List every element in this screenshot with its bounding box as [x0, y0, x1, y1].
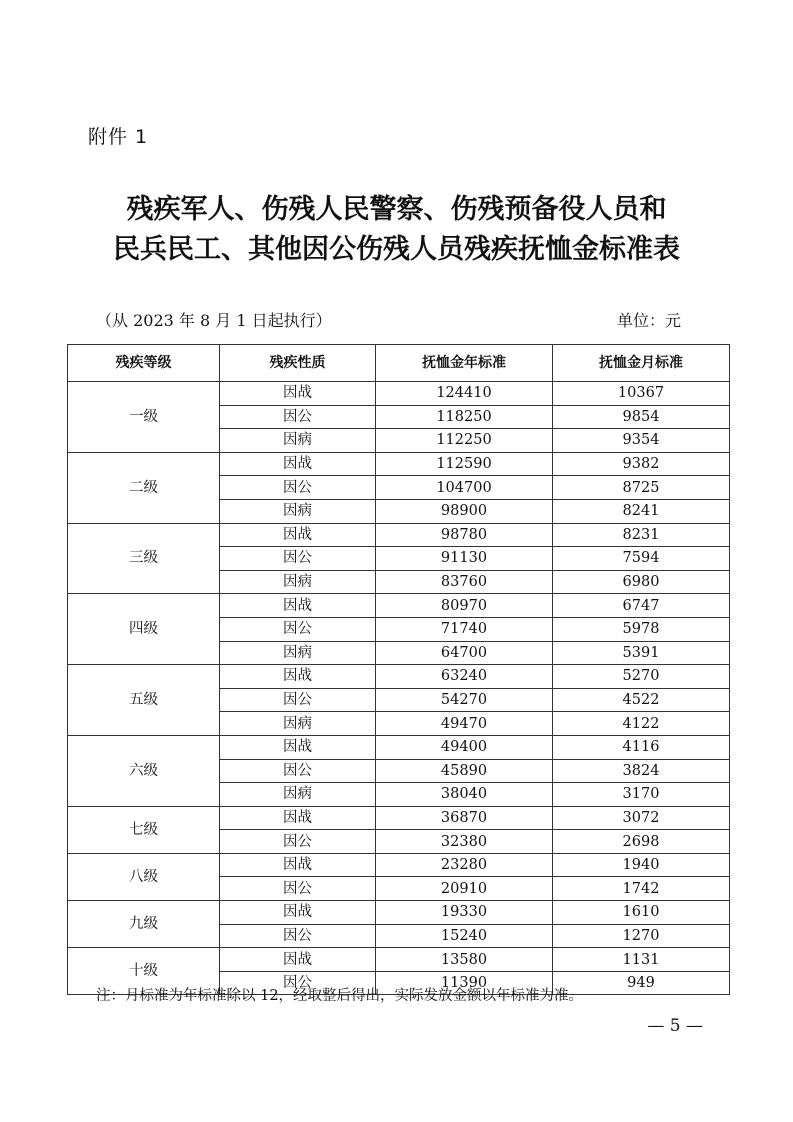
nature-cell: 因战 — [220, 523, 376, 547]
nature-cell: 因公 — [220, 830, 376, 854]
monthly-cell: 1940 — [553, 853, 730, 877]
nature-cell: 因战 — [220, 452, 376, 476]
grade-cell: 一级 — [68, 382, 220, 453]
monthly-cell: 1270 — [553, 924, 730, 948]
nature-cell: 因战 — [220, 382, 376, 406]
annual-cell: 124410 — [376, 382, 553, 406]
nature-cell: 因战 — [220, 853, 376, 877]
nature-cell: 因战 — [220, 735, 376, 759]
monthly-cell: 4122 — [553, 712, 730, 736]
nature-cell: 因病 — [220, 783, 376, 807]
nature-cell: 因战 — [220, 901, 376, 925]
nature-cell: 因公 — [220, 924, 376, 948]
table-row — [68, 523, 730, 547]
annual-cell: 71740 — [376, 617, 553, 641]
header-annual: 抚恤金年标准 — [376, 345, 553, 382]
monthly-cell: 9382 — [553, 452, 730, 476]
table-row — [68, 735, 730, 759]
annex-label: 附件 1 — [88, 126, 149, 148]
grade-cell: 九级 — [68, 901, 220, 948]
nature-cell: 因病 — [220, 641, 376, 665]
monthly-cell: 4522 — [553, 688, 730, 712]
table-row — [68, 806, 730, 830]
annual-cell: 20910 — [376, 877, 553, 901]
annual-cell: 112590 — [376, 452, 553, 476]
annual-cell: 49470 — [376, 712, 553, 736]
annual-cell: 83760 — [376, 570, 553, 594]
nature-cell: 因公 — [220, 877, 376, 901]
grade-cell: 五级 — [68, 665, 220, 736]
nature-cell: 因公 — [220, 971, 376, 995]
pension-standard-table — [67, 344, 730, 995]
annual-cell: 15240 — [376, 924, 553, 948]
annual-cell: 98900 — [376, 499, 553, 523]
nature-cell: 因公 — [220, 476, 376, 500]
monthly-cell: 1610 — [553, 901, 730, 925]
nature-cell: 因病 — [220, 570, 376, 594]
header-nature: 残疾性质 — [220, 345, 376, 382]
annual-cell: 91130 — [376, 547, 553, 571]
annual-cell: 118250 — [376, 405, 553, 429]
table-header-row — [68, 345, 730, 382]
table-row — [68, 594, 730, 618]
effective-date-note: （从 2023 年 8 月 1 日起执行） — [96, 311, 332, 330]
monthly-cell: 8231 — [553, 523, 730, 547]
monthly-cell: 949 — [553, 971, 730, 995]
table-row — [68, 382, 730, 406]
nature-cell: 因公 — [220, 547, 376, 571]
monthly-cell: 1131 — [553, 948, 730, 972]
nature-cell: 因病 — [220, 499, 376, 523]
annual-cell: 32380 — [376, 830, 553, 854]
annual-cell: 63240 — [376, 665, 553, 689]
header-monthly: 抚恤金月标准 — [553, 345, 730, 382]
table-row — [68, 853, 730, 877]
annual-cell: 104700 — [376, 476, 553, 500]
annual-cell: 36870 — [376, 806, 553, 830]
header-grade: 残疾等级 — [68, 345, 220, 382]
grade-cell: 六级 — [68, 735, 220, 806]
annual-cell: 13580 — [376, 948, 553, 972]
page-number: — 5 — — [647, 1016, 703, 1036]
grade-cell: 七级 — [68, 806, 220, 853]
annual-cell: 54270 — [376, 688, 553, 712]
annual-cell: 98780 — [376, 523, 553, 547]
monthly-cell: 5978 — [553, 617, 730, 641]
monthly-cell: 3824 — [553, 759, 730, 783]
annual-cell: 38040 — [376, 783, 553, 807]
table-row — [68, 948, 730, 972]
nature-cell: 因战 — [220, 806, 376, 830]
grade-cell: 三级 — [68, 523, 220, 594]
monthly-cell: 1742 — [553, 877, 730, 901]
monthly-cell: 6980 — [553, 570, 730, 594]
document-title-line1: 残疾军人、伤残人民警察、伤残预备役人员和 — [126, 194, 667, 225]
nature-cell: 因战 — [220, 594, 376, 618]
table-row — [68, 665, 730, 689]
monthly-cell: 3072 — [553, 806, 730, 830]
grade-cell: 二级 — [68, 452, 220, 523]
annual-cell: 49400 — [376, 735, 553, 759]
monthly-cell: 5391 — [553, 641, 730, 665]
nature-cell: 因战 — [220, 948, 376, 972]
annual-cell: 19330 — [376, 901, 553, 925]
annual-cell: 11390 — [376, 971, 553, 995]
monthly-cell: 2698 — [553, 830, 730, 854]
annual-cell: 80970 — [376, 594, 553, 618]
monthly-cell: 5270 — [553, 665, 730, 689]
monthly-cell: 6747 — [553, 594, 730, 618]
nature-cell: 因战 — [220, 665, 376, 689]
table-row — [68, 901, 730, 925]
footnote: 注：月标准为年标准除以 12，经取整后得出，实际发放金额以年标准为准。 — [96, 988, 584, 1004]
grade-cell: 十级 — [68, 948, 220, 995]
nature-cell: 因公 — [220, 688, 376, 712]
monthly-cell: 10367 — [553, 382, 730, 406]
nature-cell: 因公 — [220, 405, 376, 429]
annual-cell: 64700 — [376, 641, 553, 665]
unit-note: 单位：元 — [616, 311, 681, 330]
nature-cell: 因公 — [220, 617, 376, 641]
grade-cell: 四级 — [68, 594, 220, 665]
nature-cell: 因病 — [220, 712, 376, 736]
document-title-line2: 民兵民工、其他因公伤残人员残疾抚恤金标准表 — [113, 234, 680, 265]
annual-cell: 23280 — [376, 853, 553, 877]
nature-cell: 因公 — [220, 759, 376, 783]
monthly-cell: 9354 — [553, 429, 730, 453]
annual-cell: 45890 — [376, 759, 553, 783]
annual-cell: 112250 — [376, 429, 553, 453]
monthly-cell: 7594 — [553, 547, 730, 571]
monthly-cell: 9854 — [553, 405, 730, 429]
grade-cell: 八级 — [68, 853, 220, 900]
nature-cell: 因病 — [220, 429, 376, 453]
monthly-cell: 4116 — [553, 735, 730, 759]
monthly-cell: 8241 — [553, 499, 730, 523]
table-row — [68, 452, 730, 476]
monthly-cell: 8725 — [553, 476, 730, 500]
monthly-cell: 3170 — [553, 783, 730, 807]
table-body — [68, 382, 730, 995]
